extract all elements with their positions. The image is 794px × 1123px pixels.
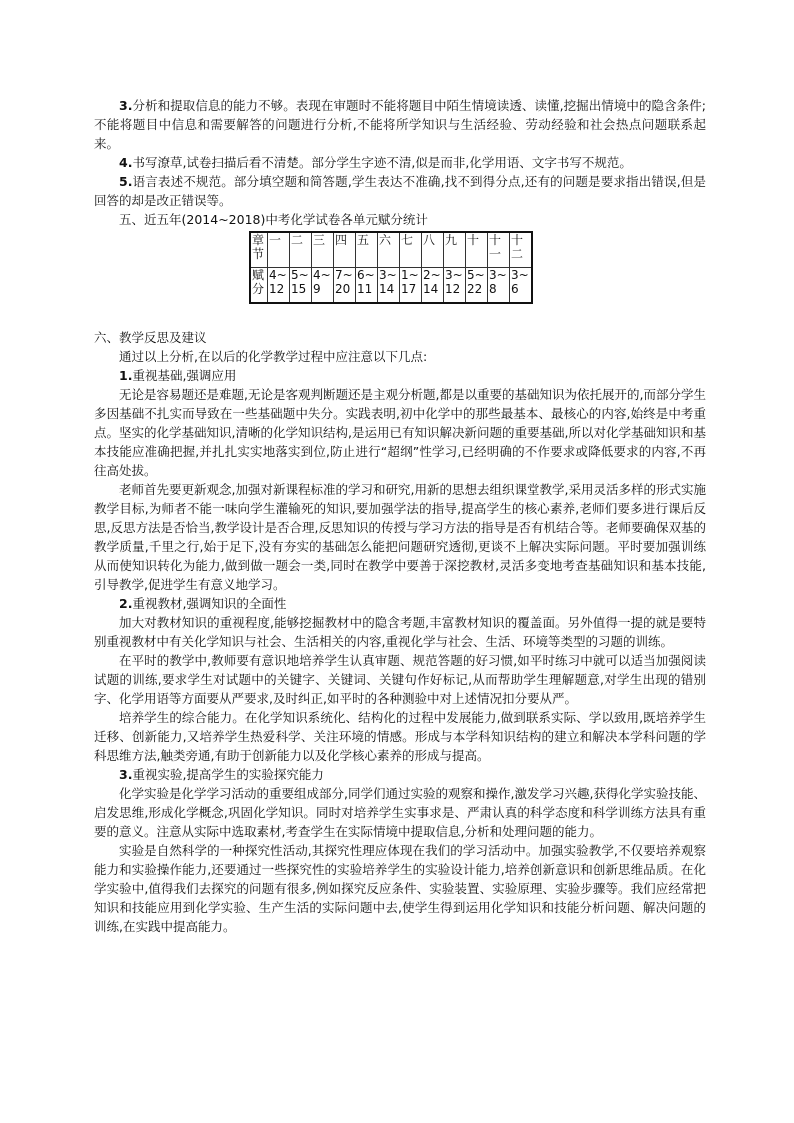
unit-cell: 九 (444, 232, 466, 268)
item-number: 5. (119, 174, 133, 189)
sub-number: 3. (119, 767, 133, 782)
item-number: 3. (119, 98, 133, 113)
unit-cell: 十 (466, 232, 488, 268)
document-page (94, 96, 706, 936)
paragraph: 培养学生的综合能力。在化学知识系统化、结构化的过程中发展能力,做到联系实际、学以致用,既培养学生迁移、创新能力,又培养学生热爱科学、关注环境的情感。形成与本学科知识结构的建立和解决本学科问题的学科思维方法,触类旁通,有助于创新能力以及化学核心素养的形成与提高。 (94, 710, 706, 763)
score-cell: 6~11 (356, 268, 378, 304)
subheading-2 (94, 594, 706, 613)
item-number: 4. (119, 155, 133, 170)
unit-cell: 三 (312, 232, 334, 268)
unit-cell: 七 (400, 232, 422, 268)
unit-cell: 二 (290, 232, 312, 268)
unit-score-table (249, 231, 533, 304)
sub-title: 重视实验,提高学生的实验探究能力 (132, 767, 324, 782)
sub-title: 重视教材,强调知识的全面性 (132, 596, 287, 611)
subheading-3 (94, 765, 706, 784)
unit-cell: 十二 (510, 232, 533, 268)
section-6-intro: 通过以上分析,在以后的化学教学过程中应注意以下几点: (119, 349, 428, 364)
item-text: 分析和提取信息的能力不够。表现在审题时不能将题目中陌生情境读透、读懂,挖掘出情境中的隐含条件;不能将题目中信息和需要解答的问题进行分析,不能将所学知识与生活经验、劳动经验和社会热点问题联系起来。 (94, 98, 706, 151)
score-cell: 3~14 (378, 268, 400, 304)
score-cell: 7~20 (334, 268, 356, 304)
analysis-item-4 (94, 153, 706, 172)
score-cell: 4~12 (268, 268, 290, 304)
subheading-1 (94, 366, 706, 385)
unit-cell: 六 (378, 232, 400, 268)
analysis-item-3 (94, 96, 706, 153)
score-cell: 3~12 (444, 268, 466, 304)
table-row (250, 268, 532, 304)
item-text: 语言表述不规范。部分填空题和简答题,学生表达不准确,找不到得分点,还有的问题是要求指出错误,但是回答的却是改正错误等。 (94, 174, 706, 208)
score-cell: 4~9 (312, 268, 334, 304)
sub-number: 2. (119, 596, 133, 611)
sub-title: 重视基础,强调应用 (132, 368, 237, 383)
score-cell: 1~17 (400, 268, 422, 304)
score-cell: 3~8 (488, 268, 510, 304)
unit-cell: 十一 (488, 232, 510, 268)
score-cell: 5~15 (290, 268, 312, 304)
row-header-score: 赋分 (250, 268, 268, 304)
unit-cell: 五 (356, 232, 378, 268)
analysis-item-5 (94, 172, 706, 210)
score-cell: 5~22 (466, 268, 488, 304)
unit-cell: 一 (268, 232, 290, 268)
paragraph: 在平时的教学中,教师要有意识地培养学生认真审题、规范答题的好习惯,如平时练习中就可以适当加强阅读试题的训练,要求学生对试题中的关键字、关键词、关键句作好标记,从而帮助学生理解题意,对学生出现的错别字、化学用语等方面要从严要求,及时纠正,如平时的各种测验中对上述情况扣分要从严。 (94, 653, 706, 706)
paragraph: 加大对教材知识的重视程度,能够挖掘教材中的隐含考题,丰富教材知识的覆盖面。另外值得一提的就是要特别重视教材中有关化学知识与社会、生活相关的内容,重视化学与社会、生活、环境等类型的习题的训练。 (94, 615, 706, 649)
score-cell: 3~6 (510, 268, 533, 304)
paragraph: 无论是容易题还是难题,无论是客观判断题还是主观分析题,都是以重要的基础知识为依托展开的,而部分学生多因基础不扎实而导致在一些基础题中失分。实践表明,初中化学中的那些最基本、最核心的内容,始终是中考重点。坚实的化学基础知识,清晰的化学知识结构,是运用已有知识解决新问题的重要基础,所以对化学基础知识和基本技能应准确把握,并扎扎实实地落实到位,防止进行“超纲”性学习,已经明确的不作要求或降低要求的内容,不再往高处拔。 (94, 387, 706, 478)
unit-cell: 八 (422, 232, 444, 268)
section-5-title: 五、近五年(2014~2018)中考化学试卷各单元赋分统计 (119, 212, 428, 227)
score-cell: 2~14 (422, 268, 444, 304)
unit-cell: 四 (334, 232, 356, 268)
paragraph: 老师首先要更新观念,加强对新课程标准的学习和研究,用新的思想去组织课堂教学,采用灵活多样的形式实施教学目标,为师者不能一味向学生灌输死的知识,要加强学法的指导,提高学生的核心素养,老师们要多进行课后反思,反思方法是否恰当,教学设计是否合理,反思知识的传授与学习方法的指导是否有机结合等。老师要确保双基的教学质量,千里之行,始于足下,没有夯实的基础怎么能把问题研究透彻,更谈不上解决实际问题。平时要加强训练从而使知识转化为能力,做到做一题会一类,同时在教学中要善于深挖教材,灵活多变地考查基础知识和基本技能,引导教学,促进学生有意义地学习。 (94, 482, 706, 592)
section-6-title: 六、教学反思及建议 (94, 330, 207, 345)
paragraph: 化学实验是化学学习活动的重要组成部分,同学们通过实验的观察和操作,激发学习兴趣,获得化学实验技能、启发思维,形成化学概念,巩固化学知识。同时对培养学生实事求是、严肃认真的科学态度和科学训练方法具有重要的意义。注意从实际中选取素材,考查学生在实际情境中提取信息,分析和处理问题的能力。 (94, 786, 706, 839)
paragraph: 实验是自然科学的一种探究性活动,其探究性理应体现在我们的学习活动中。加强实验教学,不仅要培养观察能力和实验操作能力,还要通过一些探究性的实验培养学生的实验设计能力,培养创新意识和创新思维品质。在化学实验中,值得我们去探究的问题有很多,例如探究反应条件、实验装置、实验原理、实验步骤等。我们应经常把知识和技能应用到化学实验、生产生活的实际问题中去,使学生得到运用化学知识和技能分析问题、解决问题的训练,在实践中提高能力。 (94, 843, 706, 934)
row-header-unit: 章节 (250, 232, 268, 268)
sub-number: 1. (119, 368, 133, 383)
table-row (250, 232, 532, 268)
item-text: 书写潦草,试卷扫描后看不清楚。部分学生字迹不清,似是而非,化学用语、文字书写不规范。 (132, 155, 632, 170)
